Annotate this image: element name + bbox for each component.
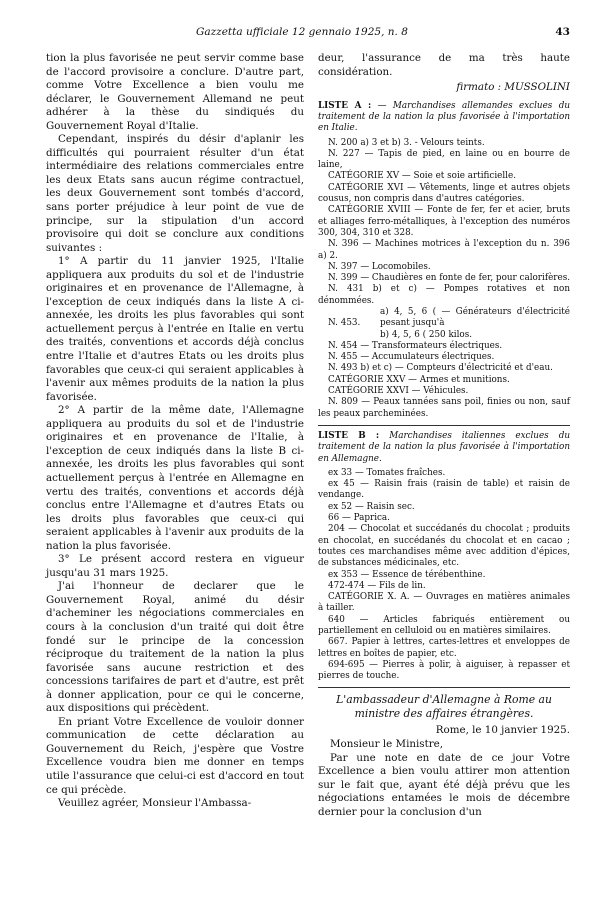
list-a-title: — Marchandises allemandes exclues du traitement de la nation la plus favorisée à l'importation en Italie.	[318, 100, 571, 134]
list-item: CATÉGORIE XXVI — Véhicules.	[328, 386, 469, 397]
list-item: N. 493 b) et c) — Compteurs d'électricité et d'eau.	[328, 363, 553, 374]
list-item: CATÉGORIE XXV — Armes et munitions.	[328, 374, 510, 385]
list-item: 204 — Chocolat et succédanés du chocolat ; produits en chocolat, en succédanés du chocolat et en cacao ; toutes ces marchandises même avec addition d'épices, de substances médicinales, etc.	[318, 524, 570, 569]
list-item: CATÉGORIE XVIII — Fonte de fer, fer et acier, bruts et alliages ferro-métalliques, à l'exception des numéros 300, 304, 310 et 328.	[318, 205, 570, 238]
list-item: ex 52 — Raisin sec.	[328, 501, 415, 512]
paragraph: Par une note en date de ce jour Votre Excellence a bien voulu attirer mon attention sur le fait que, ayant été déjà prévu que les négociations entamées le mois de décembre dernier pour la conclusion d'un	[318, 751, 570, 818]
list-item-453	[318, 307, 570, 341]
paragraph: 3° Le présent accord restera en vigueur jusqu'au 31 mars 1925.	[46, 553, 304, 579]
list-item: N. 227 — Tapis de pied, en laine ou en bourre de laine,	[318, 148, 570, 171]
gazette-title: Gazzetta ufficiale 12 gennaio 1925, n. 8	[196, 26, 408, 38]
paragraph: Cependant, inspirés du désir d'aplanir les difficultés qui pourraient résulter d'un état intermédiaire des relations commerciales entre les deux Etats sans aucun régime contractuel, les deux Gouvernement sont tombés d'accord, sans porter préjudice à leur point de vue de principe, sur la stipulation d'un accord provisoire qui doit se conclure aux conditions suivantes :	[46, 133, 304, 254]
list-a-label: LISTE A :	[318, 100, 372, 111]
dateline: Rome, le 10 janvier 1925.	[435, 724, 570, 737]
list-item: CATÉGORIE X. A. — Ouvrages en matières animales à tailler.	[318, 592, 570, 614]
n453-body	[380, 307, 570, 341]
list-b-title: Marchandises italiennes exclues du traitement de la nation la plus favorisée à l'importation en Allemagne.	[318, 430, 570, 464]
list-a	[318, 101, 570, 420]
salutation: Monsieur le Ministre,	[330, 738, 444, 751]
page-number: 43	[555, 26, 570, 38]
list-b-label: LISTE B :	[318, 430, 380, 441]
paragraph: En priant Votre Excellence de vouloir donner communication de cette déclaration au Gouvernement du Reich, j'espère que Vostre Excellence voudra bien me donner en temps utile l'assurance que celui-ci est d'accord en tout ce qui précède.	[46, 715, 304, 796]
list-item: N. 809 — Peaux tannées sans poil, finies ou non, sauf les peaux parcheminées.	[318, 397, 570, 419]
paragraph: 1° A partir du 11 janvier 1925, l'Italie appliquera aux produits du sol et de l'industrie originaires et en provenance de l'Allemagne, à l'exception de ceux indiqués dans la liste A ci-annexée, les droits les plus favorables qui sont actuellement perçus à l'entrée en Italie en vertu des traités, conventions et accords déjà conclus entre l'Italie et d'autres Etats ou les droits plus favorables que ceux-ci qui seraient applicables à l'avenir aux mêmes produits de la nation la plus favorisée.	[46, 255, 304, 403]
ambassador-heading: L'ambassadeur d'Allemagne à Rome au ministre des affaires étrangères.	[336, 693, 552, 720]
list-item: CATÉGORIE XVI — Vêtements, linge et autres objets cousus, non compris dans d'autres catégories.	[318, 182, 570, 205]
list-b	[318, 431, 570, 683]
list-item: CATÉGORIE XV — Soie et soie artificielle.	[328, 171, 516, 182]
list-item: N. 396 — Machines motrices à l'exception du n. 396 a) 2.	[318, 239, 570, 261]
n453-label: N. 453.	[328, 318, 361, 329]
right-column	[318, 52, 570, 819]
divider	[318, 425, 570, 426]
list-item: N. 397 — Locomobiles.	[328, 261, 431, 272]
n453-a: a) 4, 5, 6 ( — Générateurs d'électricité pesant jusqu'à	[380, 306, 570, 329]
list-item: ex 353 — Essence de térébenthine.	[328, 569, 486, 580]
list-item: N. 454 — Transformateurs électriques.	[328, 340, 503, 351]
list-item: N. 399 — Chaudières en fonte de fer, pour calorifères.	[328, 273, 571, 284]
list-item: N. 431 b) et c) — Pompes rotatives et non dénommées.	[318, 284, 570, 306]
n453-b: b) 4, 5, 6 ( 250 kilos.	[380, 329, 473, 340]
paragraph: deur, l'assurance de ma très haute considération.	[318, 52, 570, 78]
list-item: ex 45 — Raisin frais (raisin de table) et raisin de vendange.	[318, 479, 570, 501]
paragraph: tion la plus favorisée ne peut servir comme base de l'accord provisoire a conclure. D'autre part, comme Votre Excellence a bien voulu me déclarer, le Gouvernement Allemand ne peut adhérer à la thèse du sindiqués du Gouvernement Royal d'Italie.	[46, 52, 304, 132]
list-b-heading	[318, 431, 570, 465]
divider	[318, 687, 570, 688]
list-a-heading	[318, 101, 570, 135]
list-item: 640 — Articles fabriqués entièrement ou partiellement en celluloid ou en matières similaires.	[318, 614, 570, 636]
list-item: 694-695 — Pierres à polir, à aiguiser, à repasser et pierres de touche.	[318, 659, 570, 682]
paragraph: Veuillez agréer, Monsieur l'Ambassa-	[58, 797, 252, 810]
list-item: N. 455 — Accumulateurs électriques.	[328, 352, 495, 363]
list-item: ex 33 — Tomates fraîches.	[328, 467, 446, 478]
left-column	[46, 52, 304, 811]
paragraph: 2° A partir de la même date, l'Allemagne appliquera au produits du sol et de l'industrie originaires et en provenance de l'Italie, à l'exception de ceux indiqués dans la liste B ci-annexée, les droits les plus favorables qui sont actuellement perçus à l'entrée en Allemagne en vertu des traités, conventions et accords déjà conclus entre l'Allemagne et d'autres Etats ou les droits plus favorables que ceux-ci qui seraient applicables à l'avenir aux produits de la nation la plus favorisée.	[46, 404, 304, 552]
list-item: 667. Papier à lettres, cartes-lettres et enveloppes de lettres en boîtes de papier, etc.	[318, 637, 570, 659]
list-item: N. 200 a) 3 et b) 3. - Velours teints.	[328, 137, 485, 148]
page-header	[46, 26, 570, 42]
list-item: 66 — Paprica.	[328, 513, 390, 524]
paragraph: J'ai l'honneur de declarer que le Gouvernement Royal, animé du désir d'acheminer les négociations commerciales en cours à la conclusion d'un traité qui doit être fondé sur le principe de la concession réciproque du traitement de la nation la plus favorisée sans aucune restriction et des concessions tarifaires de part et d'autre, est prêt à donner application, pour ce qui le concerne, aux dispositions qui précèdent.	[46, 580, 304, 715]
signature: firmato : MUSSOLINI	[456, 81, 570, 94]
list-item: 472-474 — Fils de lin.	[328, 580, 426, 591]
